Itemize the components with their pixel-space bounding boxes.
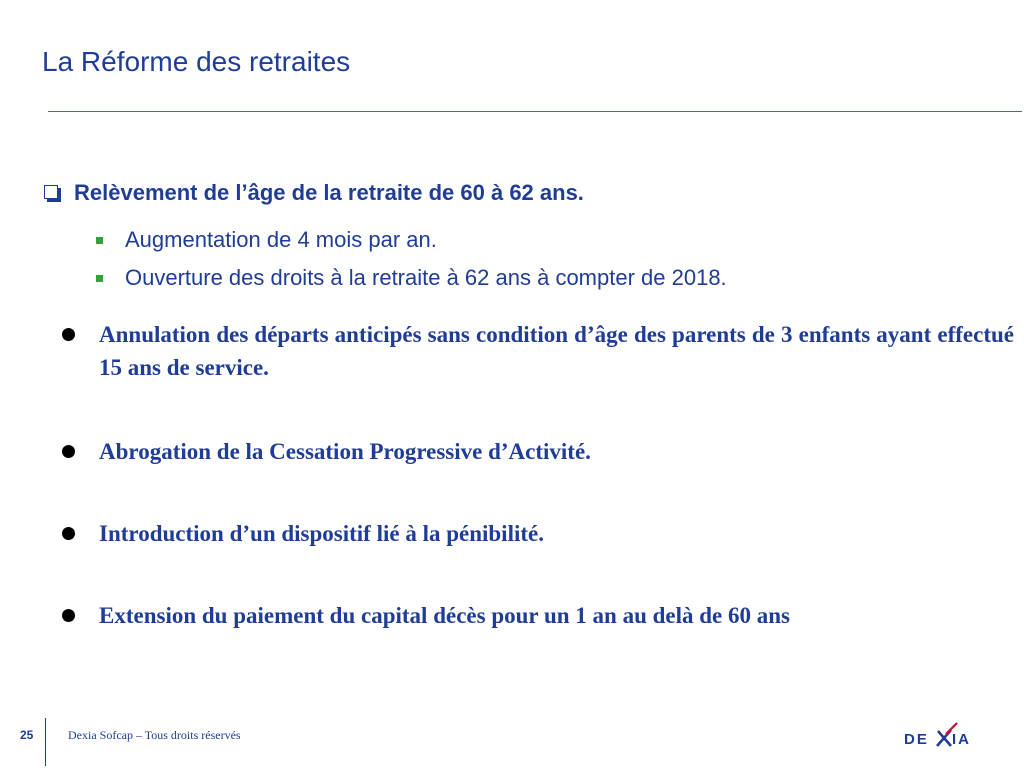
round-bullet-icon: [62, 445, 75, 458]
dexia-logo: [902, 720, 978, 754]
checkbox-icon: [44, 185, 60, 201]
list-item: [60, 435, 1014, 468]
page-number: 25: [20, 728, 34, 742]
footer-copyright: Dexia Sofcap – Tous droits réservés: [68, 728, 241, 742]
title-divider: [48, 111, 1022, 112]
square-bullet-icon: [96, 237, 103, 244]
list-item-text: Extension du paiement du capital décès pour un 1 an au delà de 60 ans: [99, 603, 790, 628]
main-bullet: [44, 180, 584, 206]
footer-divider: [45, 718, 46, 766]
logo-letters-ia: IA: [952, 731, 971, 748]
list-item-text: Introduction d’un dispositif lié à la pénibilité.: [99, 521, 544, 546]
sub-bullet: [96, 227, 437, 253]
logo-letters-de: DE: [904, 731, 929, 748]
list-item-text: Annulation des départs anticipés sans condition d’âge des parents de 3 enfants ayant effectué 15 ans de service.: [99, 322, 1014, 380]
sub-bullet-text: Augmentation de 4 mois par an.: [125, 227, 437, 252]
list-item: [60, 517, 1014, 550]
main-bullet-text: Relèvement de l’âge de la retraite de 60 à 62 ans.: [74, 180, 584, 205]
sub-bullet-text: Ouverture des droits à la retraite à 62 ans à compter de 2018.: [125, 265, 727, 290]
list-item: [60, 599, 1014, 632]
list-item: [60, 318, 1014, 384]
sub-bullet: [96, 265, 727, 291]
round-bullet-icon: [62, 609, 75, 622]
round-bullet-icon: [62, 527, 75, 540]
square-bullet-icon: [96, 275, 103, 282]
page-title: La Réforme des retraites: [42, 46, 351, 77]
list-item-text: Abrogation de la Cessation Progressive d’Activité.: [99, 439, 591, 464]
round-bullet-icon: [62, 328, 75, 341]
